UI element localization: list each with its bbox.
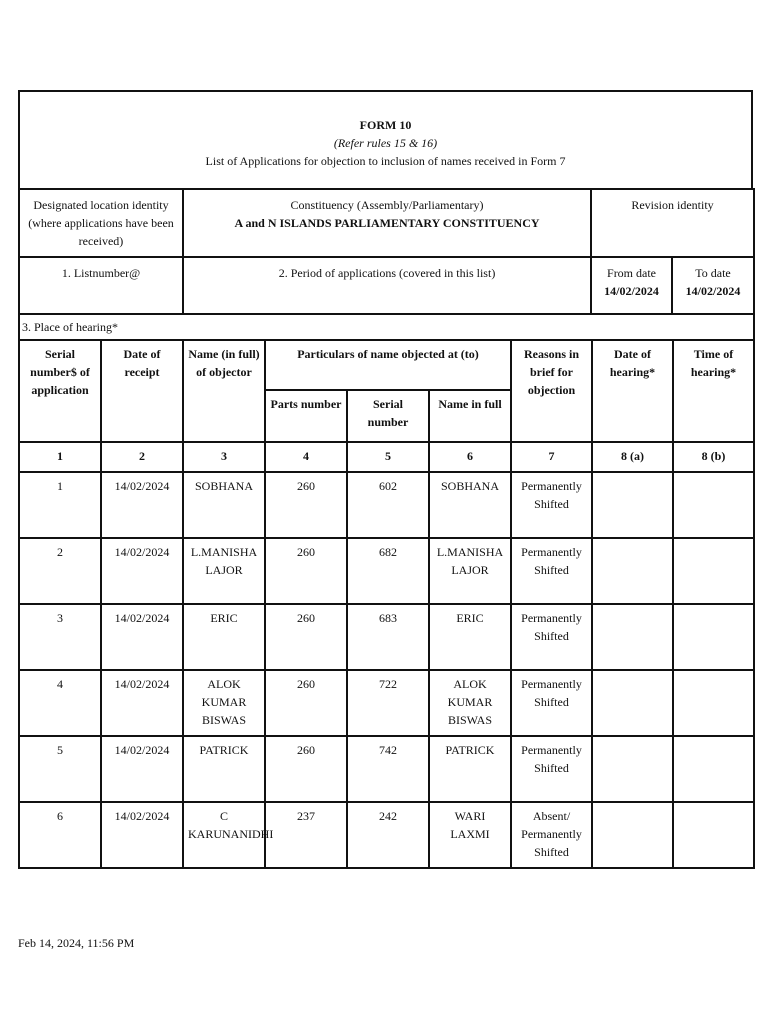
constituency-label: Constituency (Assembly/Parliamentary) [290,198,484,212]
cell-objector: SOBHANA [183,472,265,538]
cell-date-hearing [592,604,673,670]
cell-name: SOBHANA [429,472,511,538]
cell-name: WARI LAXMI [429,802,511,868]
listnumber-label: 1. Listnumber@ [19,257,183,314]
cell-serial: 3 [19,604,101,670]
cell-date: 14/02/2024 [101,736,183,802]
table-row [19,472,754,538]
cell-date: 14/02/2024 [101,802,183,868]
header-serial-number: Serial number [347,390,429,442]
cell-date-hearing [592,802,673,868]
col-number: 8 (b) [673,442,754,472]
cell-part: 260 [265,736,347,802]
cell-time-hearing [673,472,754,538]
revision-label: Revision identity [591,189,754,257]
cell-serial: 6 [19,802,101,868]
meta-table [18,188,755,341]
header-date-receipt: Date of receipt [101,340,183,442]
from-date-cell [591,257,672,314]
col-number: 6 [429,442,511,472]
cell-name: PATRICK [429,736,511,802]
cell-date-hearing [592,670,673,736]
cell-date: 14/02/2024 [101,472,183,538]
form-subtitle: List of Applications for objection to inclusion of names received in Form 7 [205,154,566,168]
header-serial: Serial number$ of application [19,340,101,442]
table-row [19,670,754,736]
header-parts: Parts number [265,390,347,442]
cell-time-hearing [673,670,754,736]
table-row [19,802,754,868]
designated-label: Designated location identity (where applications have been received) [19,189,183,257]
header-particulars: Particulars of name objected at (to) [265,340,511,390]
cell-time-hearing [673,736,754,802]
cell-name: L.MANISHA LAJOR [429,538,511,604]
from-date-label: From date [607,266,657,280]
form-header [18,90,753,190]
cell-sno: 242 [347,802,429,868]
cell-sno: 682 [347,538,429,604]
table-row [19,604,754,670]
cell-reason: Permanently Shifted [511,604,592,670]
cell-sno: 683 [347,604,429,670]
cell-name: ERIC [429,604,511,670]
cell-sno: 602 [347,472,429,538]
col-number: 1 [19,442,101,472]
column-number-row [19,442,754,472]
header-date-hearing: Date of hearing* [592,340,673,442]
period-label: 2. Period of applications (covered in this list) [183,257,591,314]
cell-part: 260 [265,604,347,670]
cell-date: 14/02/2024 [101,604,183,670]
cell-date: 14/02/2024 [101,670,183,736]
cell-time-hearing [673,802,754,868]
cell-reason: Permanently Shifted [511,538,592,604]
cell-serial: 4 [19,670,101,736]
col-number: 8 (a) [592,442,673,472]
col-number: 5 [347,442,429,472]
cell-reason: Permanently Shifted [511,736,592,802]
cell-serial: 5 [19,736,101,802]
cell-date-hearing [592,736,673,802]
col-number: 3 [183,442,265,472]
constituency-cell [183,189,591,257]
cell-part: 260 [265,670,347,736]
cell-reason: Absent/ Permanently Shifted [511,802,592,868]
header-name-full: Name in full [429,390,511,442]
to-date-label: To date [695,266,731,280]
to-date-value: 14/02/2024 [685,284,741,298]
cell-time-hearing [673,538,754,604]
cell-name: ALOK KUMAR BISWAS [429,670,511,736]
cell-sno: 742 [347,736,429,802]
cell-sno: 722 [347,670,429,736]
form-sheet [18,90,753,869]
header-reasons: Reasons in brief for objection [511,340,592,442]
to-date-cell [672,257,754,314]
cell-objector: ERIC [183,604,265,670]
col-number: 4 [265,442,347,472]
cell-date-hearing [592,472,673,538]
cell-part: 260 [265,538,347,604]
cell-serial: 1 [19,472,101,538]
table-row [19,736,754,802]
applications-table [18,339,755,869]
form-title: FORM 10 [359,118,412,132]
cell-objector: L.MANISHA LAJOR [183,538,265,604]
header-name-objector: Name (in full) of objector [183,340,265,442]
cell-date: 14/02/2024 [101,538,183,604]
place-of-hearing: 3. Place of hearing* [19,314,754,340]
constituency-value: A and N ISLANDS PARLIAMENTARY CONSTITUENCY [234,216,540,230]
cell-objector: C KARUNANIDHI [183,802,265,868]
cell-reason: Permanently Shifted [511,670,592,736]
cell-part: 237 [265,802,347,868]
col-number: 2 [101,442,183,472]
from-date-value: 14/02/2024 [604,284,659,298]
cell-part: 260 [265,472,347,538]
col-number: 7 [511,442,592,472]
header-time-hearing: Time of hearing* [673,340,754,442]
form-refer: (Refer rules 15 & 16) [333,136,438,150]
print-timestamp: Feb 14, 2024, 11:56 PM [18,936,135,950]
table-row [19,538,754,604]
cell-date-hearing [592,538,673,604]
cell-reason: Permanently Shifted [511,472,592,538]
cell-time-hearing [673,604,754,670]
cell-objector: ALOK KUMAR BISWAS [183,670,265,736]
cell-objector: PATRICK [183,736,265,802]
cell-serial: 2 [19,538,101,604]
